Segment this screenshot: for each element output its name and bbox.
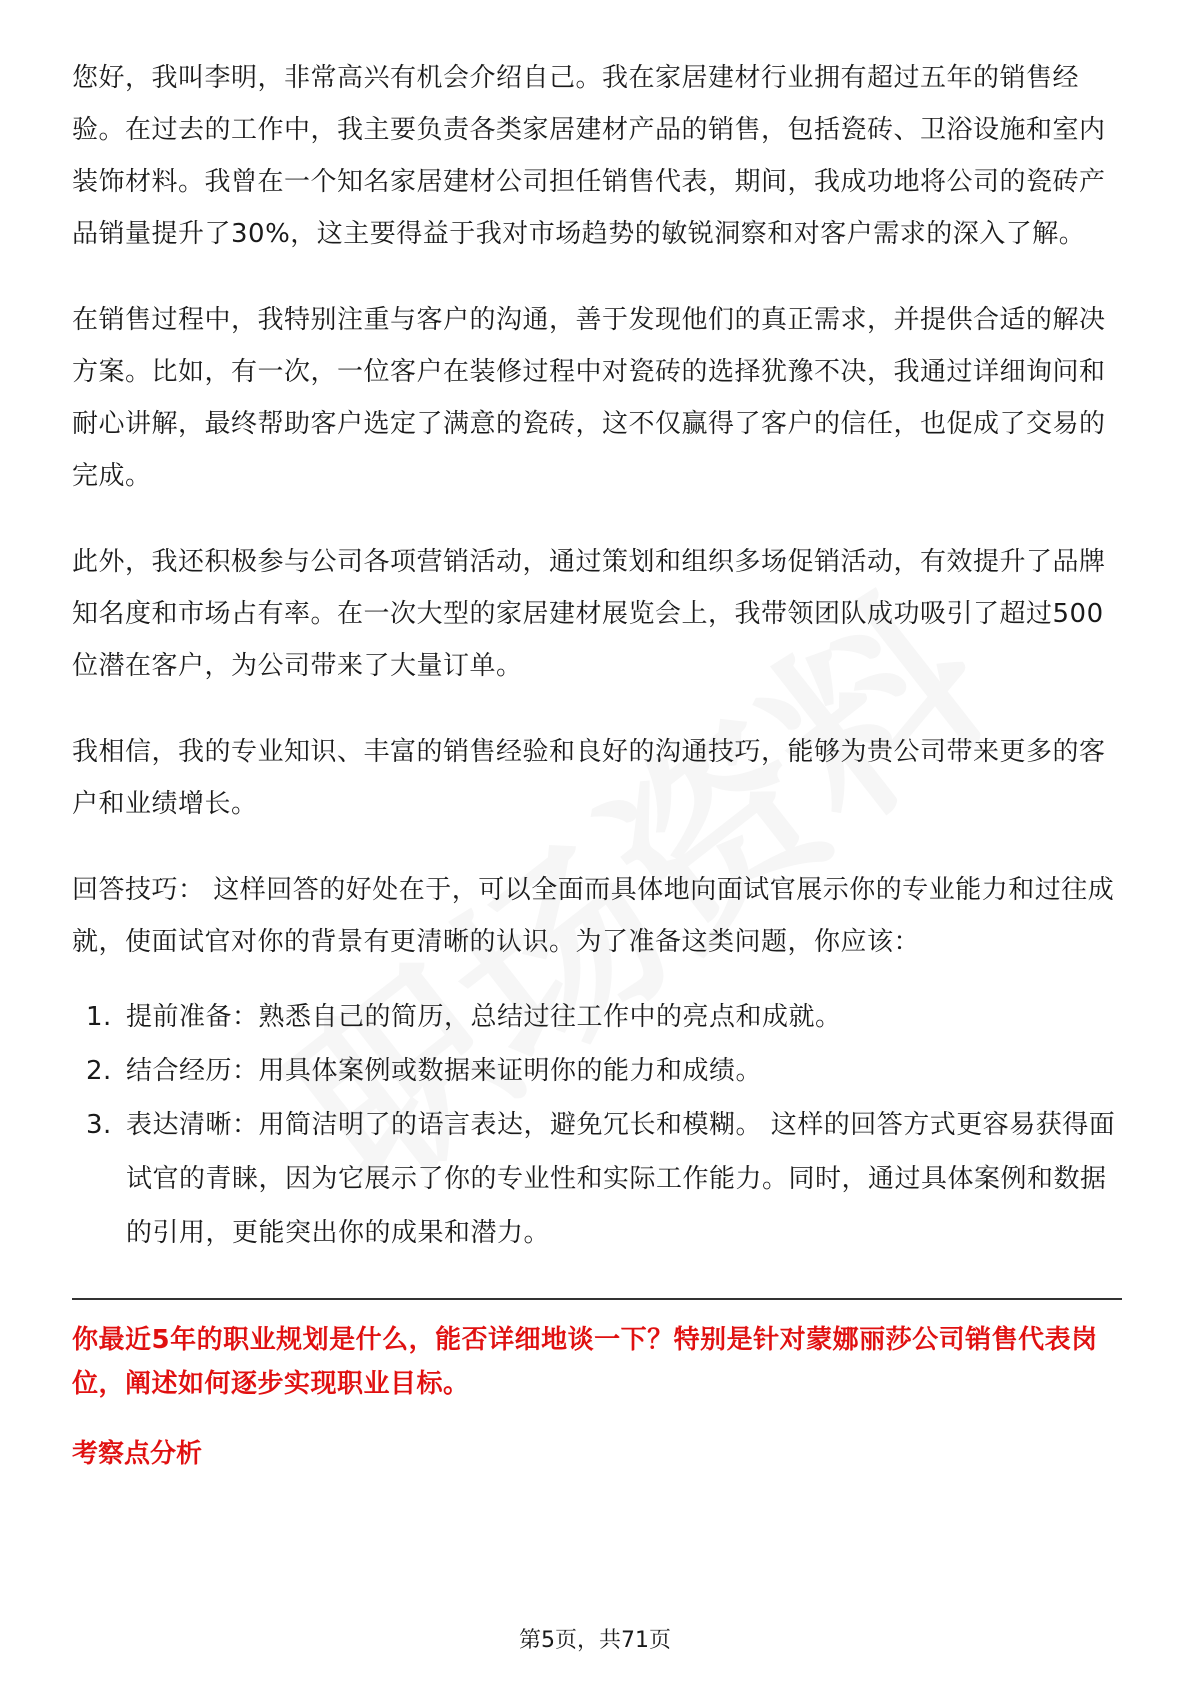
section-heading: 考察点分析 xyxy=(72,1439,203,1469)
list-item xyxy=(72,990,1122,1044)
section-divider xyxy=(72,1298,1122,1300)
list-item xyxy=(72,1044,1122,1098)
list-item-number: 1. xyxy=(86,1002,112,1032)
list-item-number: 3. xyxy=(86,1110,112,1140)
list-item-number: 2. xyxy=(86,1056,112,1086)
list-item-text: 结合经历：用具体案例或数据来证明你的能力和成绩。 xyxy=(126,1056,763,1086)
answer-paragraph-1: 您好，我叫李明，非常高兴有机会介绍自己。我在家居建材行业拥有超过五年的销售经验。在过去的工作中，我主要负责各类家居建材产品的销售，包括瓷砖、卫浴设施和室内装饰材料。我曾在一个知名家居建材公司担任销售代表，期间，我成功地将公司的瓷砖产品销量提升了30%，这主要得益于我对市场趋势的敏锐洞察和对客户需求的深入了解。 xyxy=(72,63,1106,249)
interview-question: 你最近5年的职业规划是什么，能否详细地谈一下？特别是针对蒙娜丽莎公司销售代表岗位，阐述如何逐步实现职业目标。 xyxy=(72,1325,1098,1399)
list-item xyxy=(72,1098,1122,1260)
page-number-footer: 第5页，共71页 xyxy=(519,1628,671,1653)
answer-paragraph-4: 我相信，我的专业知识、丰富的销售经验和良好的沟通技巧，能够为贵公司带来更多的客户和业绩增长。 xyxy=(72,737,1106,819)
tips-list xyxy=(72,990,1122,1260)
answer-paragraph-3: 此外，我还积极参与公司各项营销活动，通过策划和组织多场促销活动，有效提升了品牌知名度和市场占有率。在一次大型的家居建材展览会上，我带领团队成功吸引了超过500位潜在客户，为公司带来了大量订单。 xyxy=(72,547,1106,681)
answer-paragraph-2: 在销售过程中，我特别注重与客户的沟通，善于发现他们的真正需求，并提供合适的解决方案。比如，有一次，一位客户在装修过程中对瓷砖的选择犹豫不决，我通过详细询问和耐心讲解，最终帮助客户选定了满意的瓷砖，这不仅赢得了客户的信任，也促成了交易的完成。 xyxy=(72,305,1106,491)
answer-tips-intro: 回答技巧： 这样回答的好处在于，可以全面而具体地向面试官展示你的专业能力和过往成就，使面试官对你的背景有更清晰的认识。为了准备这类问题，你应该： xyxy=(72,875,1115,957)
document-page xyxy=(72,52,1122,1472)
list-item-text: 表达清晰：用简洁明了的语言表达，避免冗长和模糊。 这样的回答方式更容易获得面试官的青睐，因为它展示了你的专业性和实际工作能力。同时，通过具体案例和数据的引用，更能突出你的成果和潜力。 xyxy=(126,1110,1116,1248)
list-item-text: 提前准备：熟悉自己的简历，总结过往工作中的亮点和成就。 xyxy=(126,1002,842,1032)
